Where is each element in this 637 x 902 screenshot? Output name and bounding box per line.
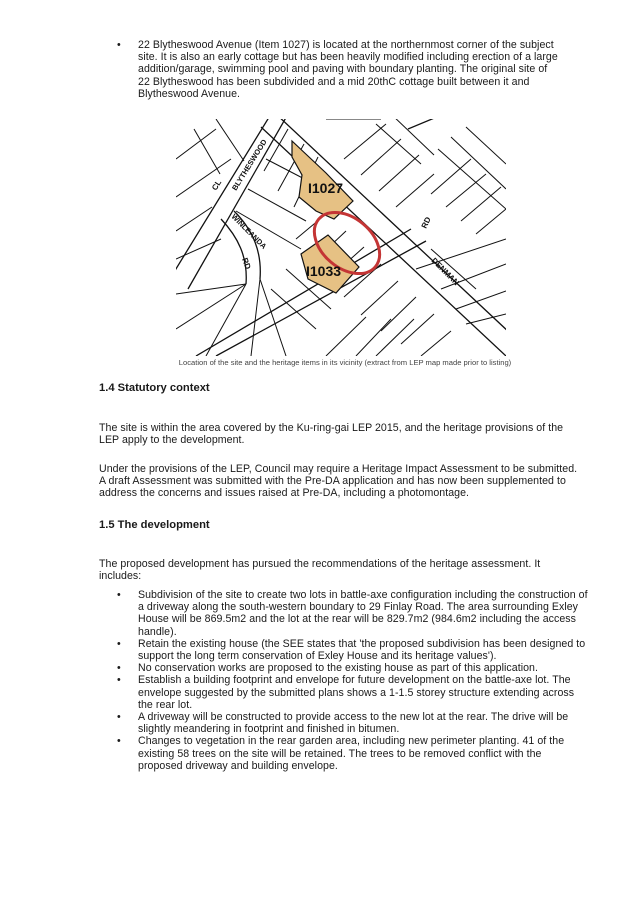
- paragraph: The site is within the area covered by the Ku-ring-gai LEP 2015, and the heritage provisions of the LEP apply to the development.: [99, 421, 564, 446]
- list-item: • Retain the existing house (the SEE states that 'the proposed subdivision has been designed to support the long term conservation of Exley House and its heritage values').: [138, 638, 588, 662]
- paragraph: The proposed development has pursued the recommendations of the heritage assessment. It includes:: [99, 557, 541, 582]
- label-denman: DENMAN: [429, 256, 461, 288]
- label-winleanda: WINLEANDA: [229, 212, 269, 251]
- figure-caption: Location of the site and the heritage items in its vicinity (extract from LEP map made prior to listing): [178, 358, 512, 367]
- label-rd-left: RD: [240, 256, 253, 271]
- label-rd-right: RD: [419, 215, 433, 230]
- list-item: • Establish a building footprint and envelope for future development on the battle-axe lot. The envelope suggested by the submitted plans shows a 1-1.5 storey structure extending across the rear lot.: [138, 674, 588, 711]
- section-heading-development: 1.5 The development: [99, 519, 210, 531]
- label-cl: CL: [210, 178, 224, 193]
- list-item: • Subdivision of the site to create two lots in battle-axe configuration including the construction of a driveway along the south-western boundary to 29 Finlay Road. The area surrounding Exley House will be 869.5m2 and the lot at the rear will be 829.7m2 (984.6m2 including the access handle).: [138, 589, 588, 638]
- top-bullet-list: [138, 39, 558, 100]
- heritage-location-map: [176, 119, 506, 356]
- section-heading-statutory: 1.4 Statutory context: [99, 382, 210, 394]
- label-blytheswood: BLYTHESWOOD: [230, 137, 269, 193]
- development-bullet-list: [138, 589, 588, 772]
- list-item: • No conservation works are proposed to the existing house as part of this application.: [138, 662, 588, 674]
- list-item: • A driveway will be constructed to provide access to the new lot at the rear. The drive will be slightly meandering in footprint and finished in bitumen.: [138, 711, 588, 735]
- label-item-1033: I1033: [306, 263, 342, 279]
- list-item: • 22 Blytheswood Avenue (Item 1027) is located at the northernmost corner of the subject site. It is also an early cottage but has been heavily modified including erection of a large addition/garage, swimming pool and paving with boundary planting. The original site of 22 Blytheswood has been subdivided and a mid 20thC cottage built between it and Blytheswood Avenue.: [138, 39, 558, 100]
- paragraph: Under the provisions of the LEP, Council may require a Heritage Impact Assessment to be submitted. A draft Assessment was submitted with the Pre-DA application and has now been supplemented to address the concerns and issues raised at Pre-DA, including a photomontage.: [99, 462, 578, 499]
- label-item-1027: I1027: [308, 180, 344, 196]
- list-item: • Changes to vegetation in the rear garden area, including new perimeter planting. 41 of the existing 58 trees on the site will be retained. The trees to be removed conflict with the proposed driveway and building envelope.: [138, 735, 588, 772]
